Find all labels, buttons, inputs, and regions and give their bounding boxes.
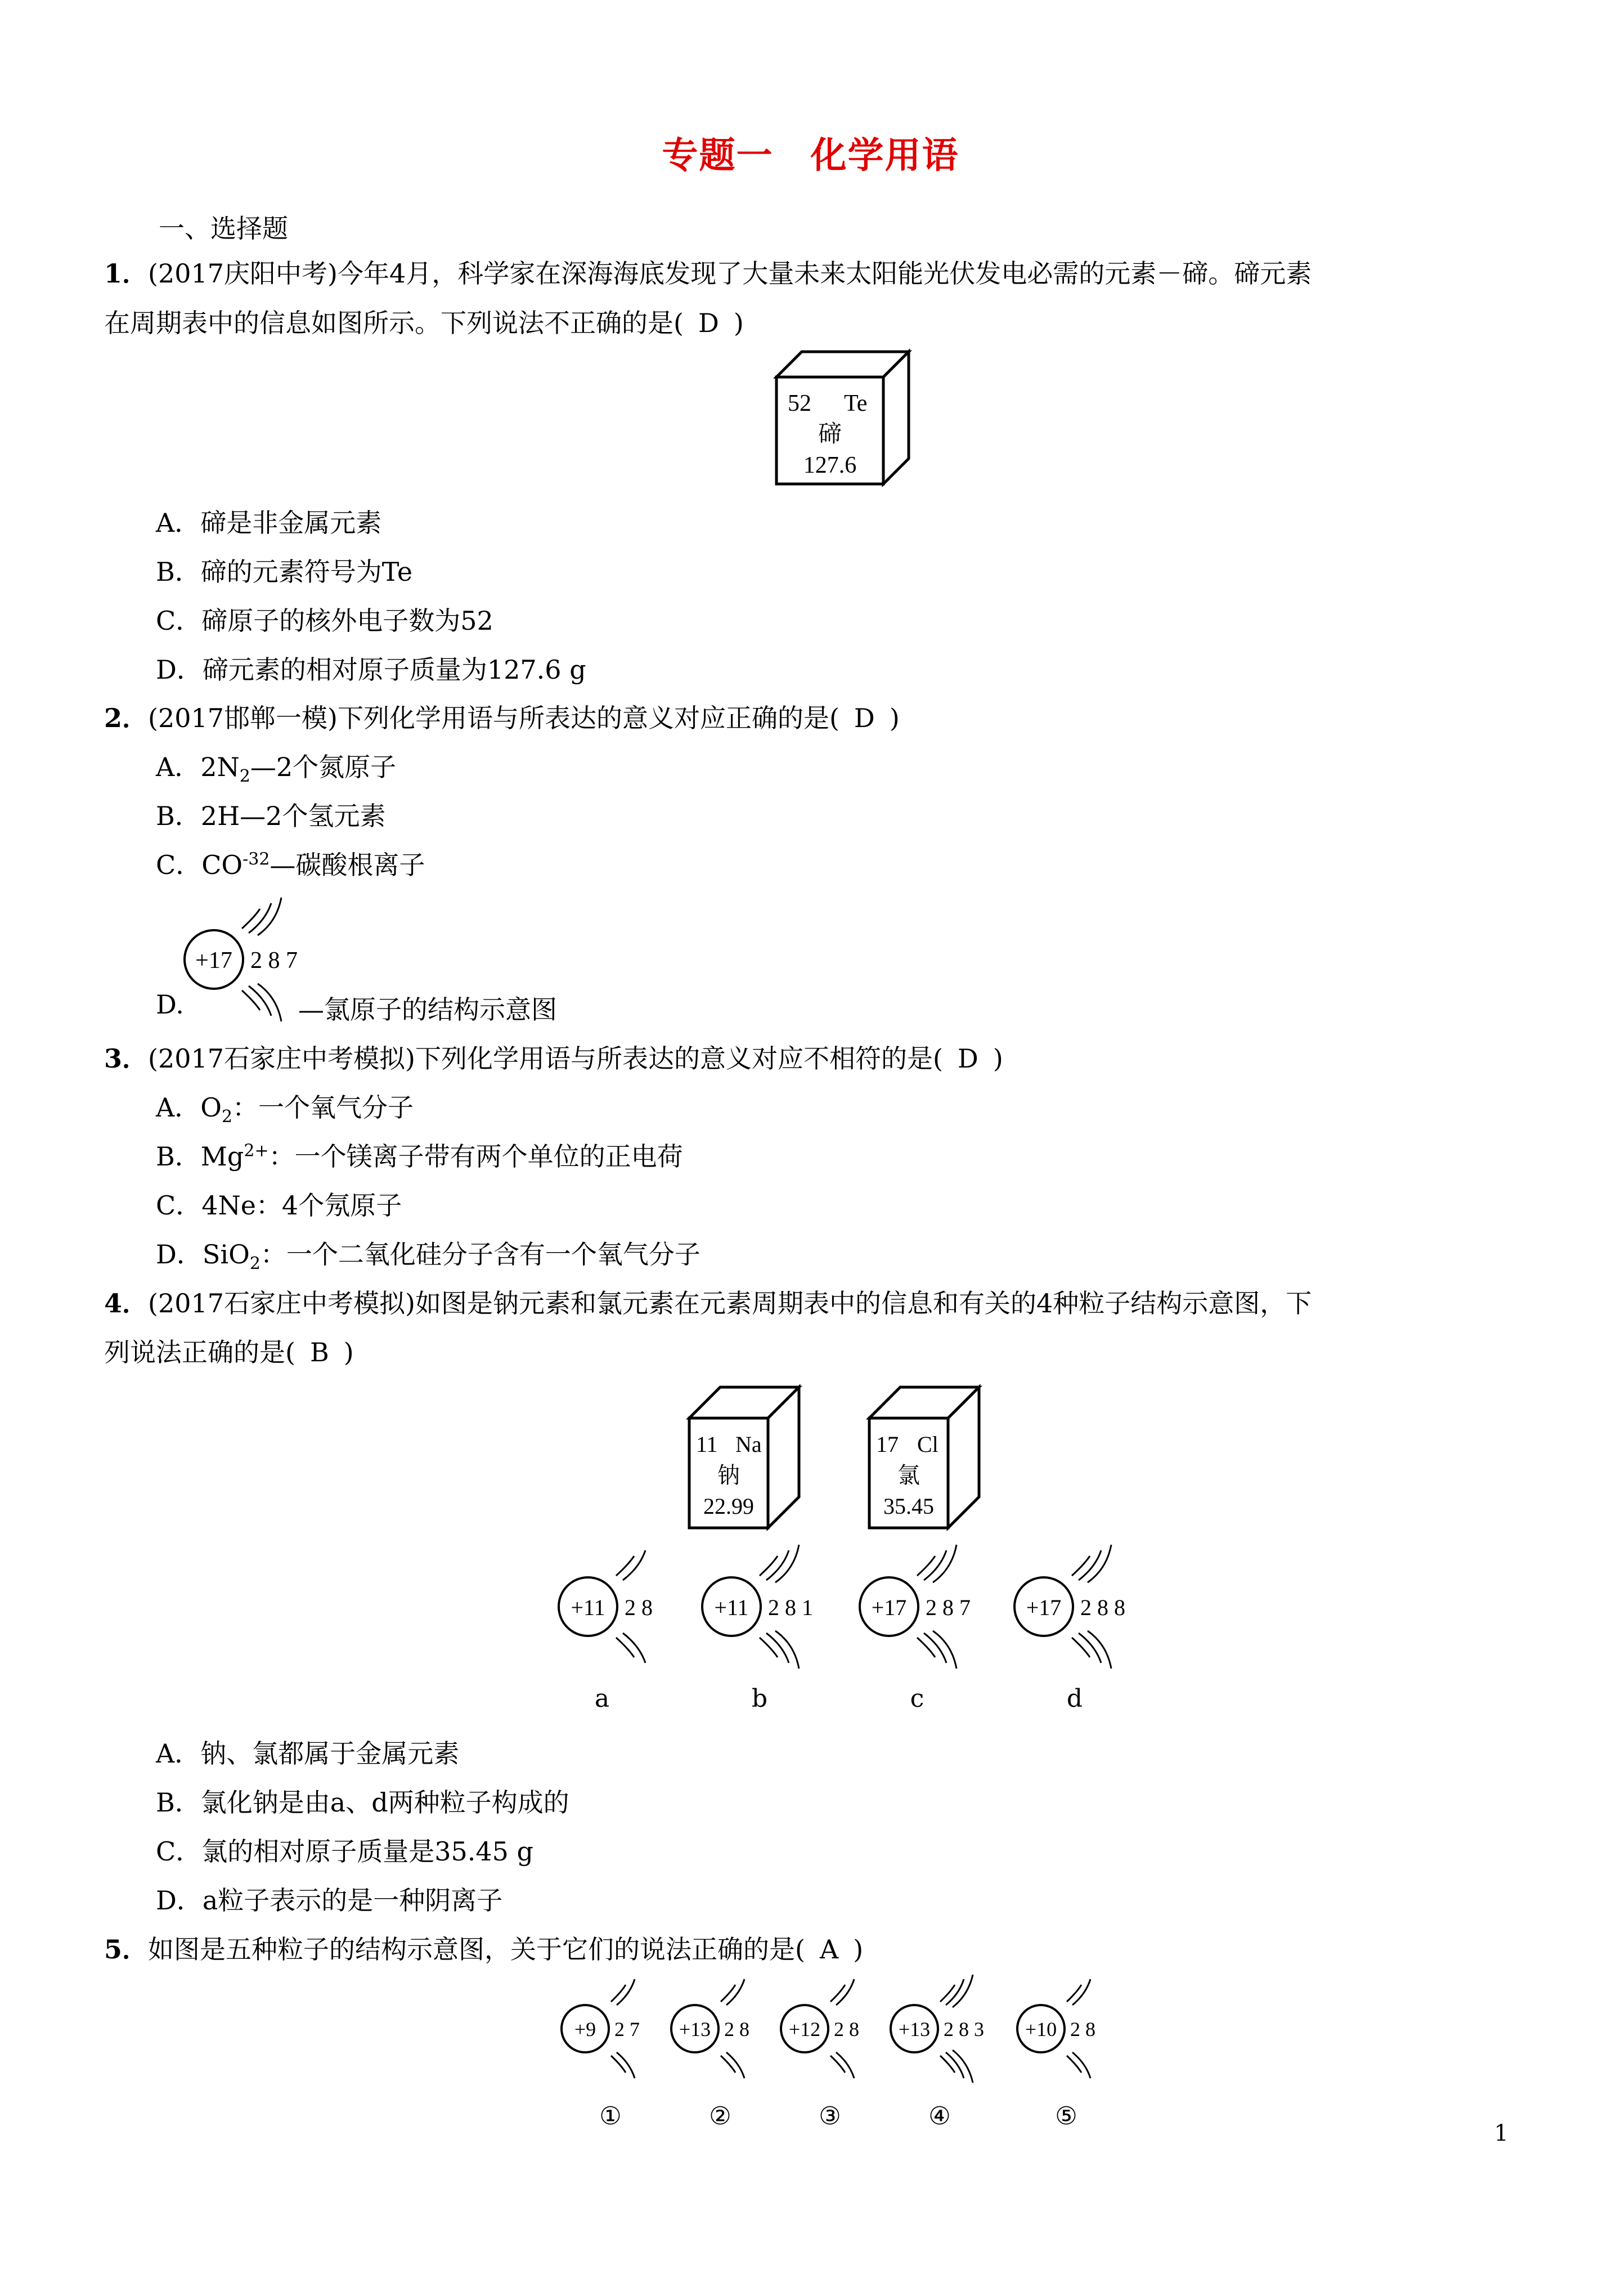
svg-text:+17: +17 xyxy=(195,948,232,974)
q2-stem: 2．(2017邯郸一模)下列化学用语与所表达的意义对应正确的是( D ) xyxy=(104,703,900,733)
svg-text:2 8: 2 8 xyxy=(724,2018,749,2041)
q2-number: 2． xyxy=(104,703,149,733)
q3-number: 3． xyxy=(104,1043,149,1074)
q4-element-tiles xyxy=(684,1382,1021,1536)
q1-option-d: D．碲元素的相对原子质量为127.6 g xyxy=(156,654,586,685)
svg-text:Na: Na xyxy=(735,1432,762,1457)
q3-option-d: D．SiO$_2$：一个二氧化硅分子含有一个氧气分子 xyxy=(156,1239,701,1274)
svg-text:钠: 钠 xyxy=(717,1463,740,1488)
svg-text:+13: +13 xyxy=(679,2018,711,2041)
q1-tile-number: 52 xyxy=(788,391,811,416)
q1-tile-symbol: Te xyxy=(844,391,868,416)
q4-label-b: b xyxy=(751,1684,768,1713)
q5-atom-3 xyxy=(781,1979,859,2078)
q5-label-3: ③ xyxy=(819,2102,841,2131)
q4-atom-b xyxy=(702,1545,813,1669)
svg-text:Cl: Cl xyxy=(917,1432,939,1457)
q5-label-5: ⑤ xyxy=(1055,2102,1077,2131)
svg-text:2 8: 2 8 xyxy=(834,2018,859,2041)
svg-text:11: 11 xyxy=(696,1432,718,1457)
q1-answer: D xyxy=(698,308,719,338)
q3-stem: 3．(2017石家庄中考模拟)下列化学用语与所表达的意义对应不相符的是( D ) xyxy=(104,1043,1003,1074)
q1-tile-name: 碲 xyxy=(818,421,842,447)
q2-answer: D xyxy=(854,703,875,733)
q4-label-a: a xyxy=(594,1684,610,1713)
svg-text:+17: +17 xyxy=(871,1595,907,1620)
q4-label-d: d xyxy=(1066,1684,1083,1713)
q5-atom-2 xyxy=(671,1979,749,2078)
q4-label-c: c xyxy=(910,1684,924,1713)
q1-stem-text: (2017庆阳中考)今年4月，科学家在深海海底发现了大量未来太阳能光伏发电必需的元素－碲。碲元素 xyxy=(148,258,1312,289)
q4-tile-cl xyxy=(869,1387,979,1528)
q2-option-d-text: —氯原子的结构示意图 xyxy=(298,994,557,1025)
svg-text:2 8 7: 2 8 7 xyxy=(250,948,298,974)
svg-text:2 8 3: 2 8 3 xyxy=(944,2018,984,2041)
svg-text:+12: +12 xyxy=(788,2018,821,2041)
q5-number: 5． xyxy=(104,1934,149,1965)
q5-label-4: ④ xyxy=(928,2102,951,2131)
svg-text:2 8 8: 2 8 8 xyxy=(1080,1595,1125,1620)
q1-tile-mass: 127.6 xyxy=(803,452,857,478)
q4-tile-na xyxy=(689,1387,799,1528)
svg-text:2 7: 2 7 xyxy=(614,2018,640,2041)
q2-option-d-letter: D. xyxy=(156,989,184,1020)
q1-option-a: A．碲是非金属元素 xyxy=(156,508,382,538)
q3-option-c: C．4Ne：4个氖原子 xyxy=(156,1190,402,1221)
svg-text:+13: +13 xyxy=(898,2018,931,2041)
svg-text:2 8: 2 8 xyxy=(1070,2018,1095,2041)
q4-option-c: C．氯的相对原子质量是35.45 g xyxy=(156,1836,533,1867)
q4-option-a: A．钠、氯都属于金属元素 xyxy=(156,1738,460,1769)
q1-option-b: B．碲的元素符号为Te xyxy=(156,557,413,587)
svg-text:2 8 7: 2 8 7 xyxy=(926,1595,971,1620)
q4-atom-a xyxy=(559,1550,653,1663)
q5-answer: A xyxy=(819,1934,839,1965)
svg-text:22.99: 22.99 xyxy=(703,1494,754,1519)
q5-atom-1 xyxy=(562,1979,640,2078)
q5-label-2: ② xyxy=(709,2102,731,2131)
q2-option-a: A．$2N_2—2$个氮原子 xyxy=(156,752,397,787)
q2-option-c: C．$CO^{-32}—$碳酸根离子 xyxy=(156,849,425,880)
q4-atom-diagrams xyxy=(549,1542,1151,1677)
q4-atom-c xyxy=(860,1545,971,1669)
q1-option-c: C．碲原子的核外电子数为52 xyxy=(156,606,493,636)
q1-element-tile xyxy=(771,346,917,492)
q5-atom-diagrams xyxy=(557,1972,1125,2091)
q3-answer: D xyxy=(957,1043,978,1074)
q1-stem-line1 xyxy=(104,253,1312,290)
svg-text:2 8: 2 8 xyxy=(625,1595,653,1620)
svg-text:+11: +11 xyxy=(571,1595,605,1620)
q5-atom-5 xyxy=(1017,1979,1095,2078)
svg-text:+11: +11 xyxy=(714,1595,749,1620)
q4-option-d: D．a粒子表示的是一种阴离子 xyxy=(156,1885,503,1916)
svg-text:+17: +17 xyxy=(1026,1595,1062,1620)
q5-atom-4 xyxy=(891,1975,984,2083)
q4-number: 4． xyxy=(104,1288,149,1319)
q5-stem: 5．如图是五种粒子的结构示意图，关于它们的说法正确的是( A ) xyxy=(104,1934,864,1965)
page-number: 1 xyxy=(1494,2120,1508,2146)
page-title: 专题一 化学用语 xyxy=(662,135,959,177)
q2-option-b: B．2H—2个氢元素 xyxy=(156,801,386,831)
q4-atom-d xyxy=(1014,1545,1125,1669)
q4-stem-line2: 列说法正确的是( B ) xyxy=(104,1337,354,1367)
q1-number: 1． xyxy=(104,258,149,289)
q3-option-a: A．$O_2$：一个氧气分子 xyxy=(156,1092,414,1127)
q4-stem-line1: 4．(2017石家庄中考模拟)如图是钠元素和氯元素在元素周期表中的信息和有关的4种粒子结构示意图，下 xyxy=(104,1288,1312,1319)
q5-label-1: ① xyxy=(599,2102,622,2131)
q1-stem-line2: 在周期表中的信息如图所示。下列说法不正确的是( D ) xyxy=(104,308,744,338)
svg-text:2 8 1: 2 8 1 xyxy=(768,1595,813,1620)
svg-text:17: 17 xyxy=(876,1432,899,1457)
q3-option-b: B．$Mg^{2+}$：一个镁离子带有两个单位的正电荷 xyxy=(156,1141,683,1172)
svg-text:+9: +9 xyxy=(574,2018,596,2041)
svg-text:35.45: 35.45 xyxy=(883,1494,934,1519)
svg-text:+10: +10 xyxy=(1025,2018,1057,2041)
svg-text:氯: 氯 xyxy=(897,1463,920,1488)
q4-answer: B xyxy=(309,1337,329,1367)
section-heading: 一、选择题 xyxy=(159,213,288,244)
q4-option-b: B．氯化钠是由a、d两种粒子构成的 xyxy=(156,1787,569,1818)
